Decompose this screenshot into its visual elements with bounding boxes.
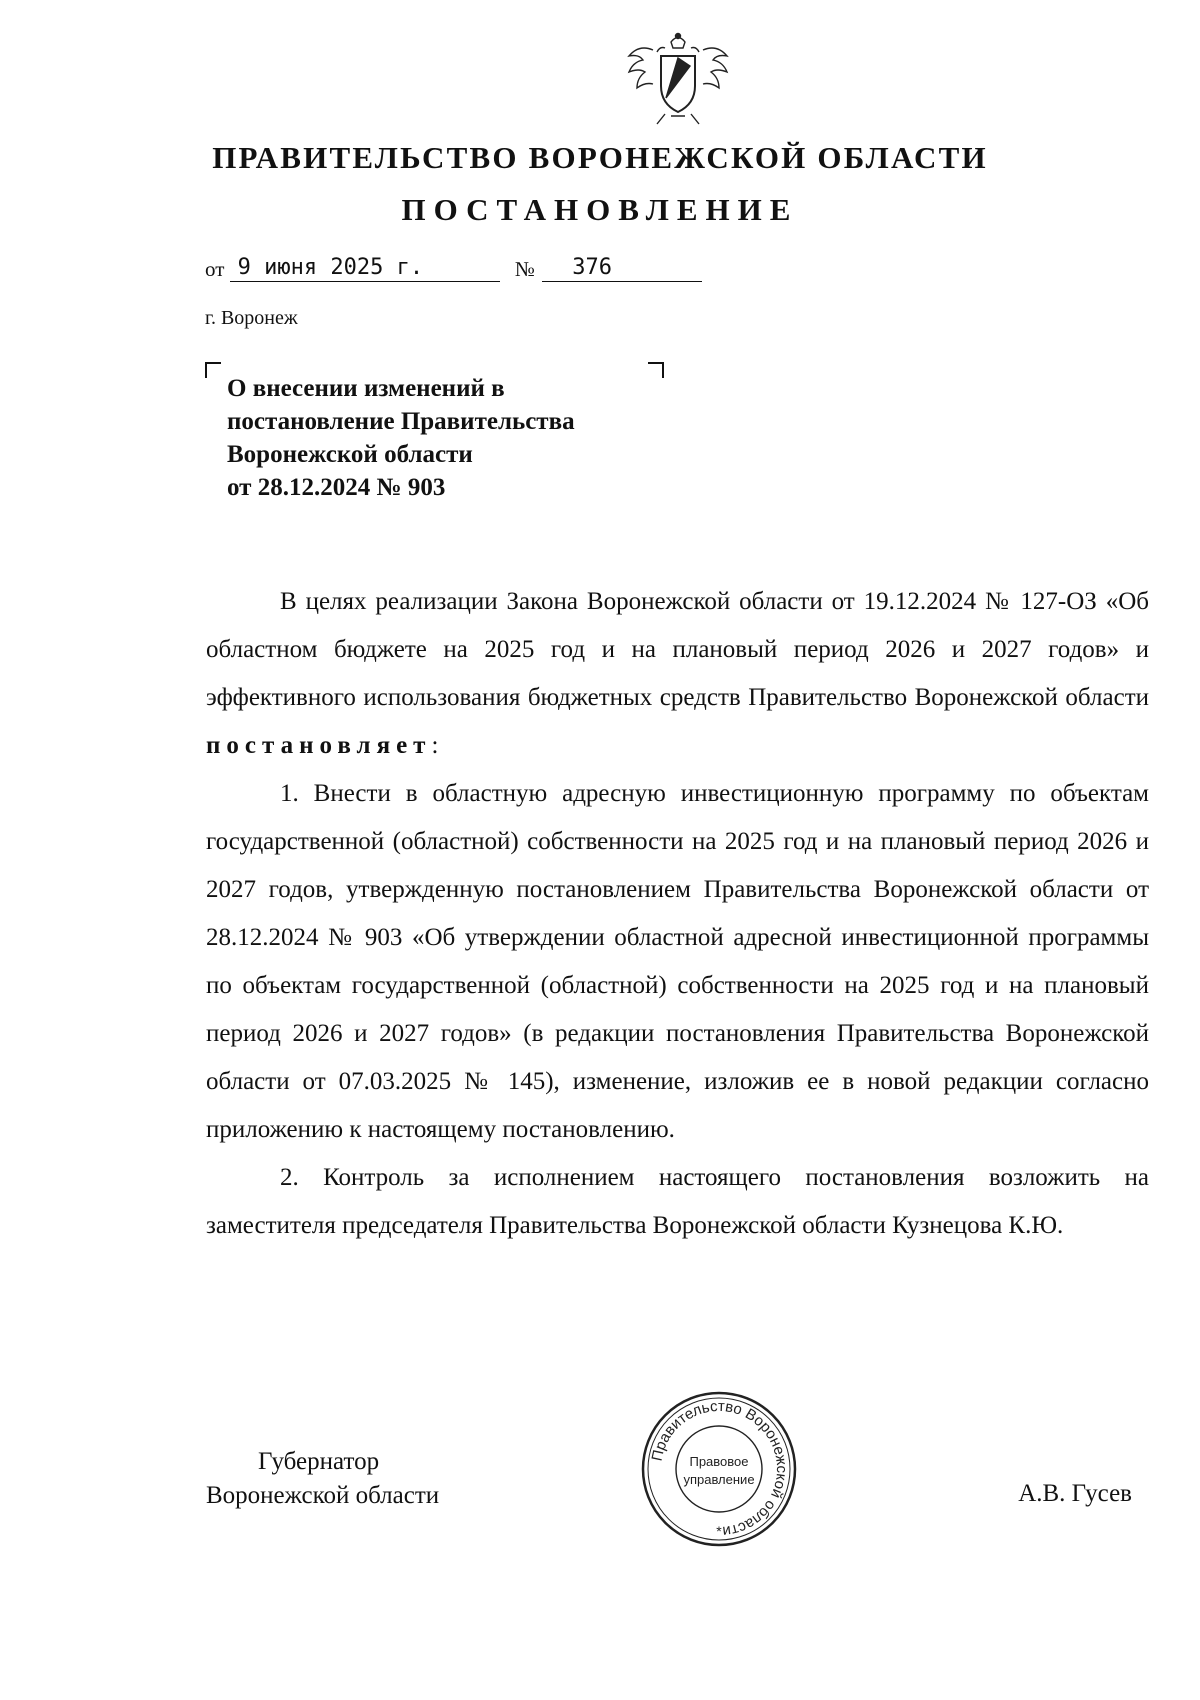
document-city: г. Воронеж: [205, 307, 298, 329]
signature-block: [206, 1445, 439, 1513]
legal-department-stamp: [638, 1388, 800, 1550]
item-2-paragraph: 2. Контроль за исполнением настоящего постановления возложить на заместителя председателя Правительства Воронежской области Кузнецова К.Ю.: [206, 1164, 1149, 1239]
document-type: ПОСТАНОВЛЕНИЕ: [401, 192, 799, 227]
stamp-star: *: [716, 1523, 722, 1539]
date-number-row: [205, 256, 702, 282]
subject-line: постановление Правительства: [227, 408, 575, 435]
date-label: от: [205, 257, 225, 282]
subject-line: Воронежской области: [227, 441, 473, 468]
coat-of-arms-emblem: [623, 28, 733, 128]
government-title: ПРАВИТЕЛЬСТВО ВОРОНЕЖСКОЙ ОБЛАСТИ: [212, 140, 988, 175]
subject-line: от 28.12.2024 № 903: [227, 474, 446, 501]
stamp-center-line1: Правовое: [689, 1454, 749, 1469]
signer-name: А.В. Гусев: [1018, 1480, 1132, 1507]
document-body: [206, 578, 1149, 1250]
preamble-paragraph: [206, 578, 1149, 770]
preamble-end: :: [431, 732, 439, 759]
document-subject: [227, 372, 687, 504]
stamp-ring-text: Правительство Воронежской области: [648, 1397, 791, 1540]
stamp-center-line2: управление: [683, 1472, 755, 1487]
signer-position-line2: Воронежской области: [206, 1482, 440, 1509]
item-1-paragraph: 1. Внести в областную адресную инвестиционную программу по объектам государственной (областной) собственности на 2025 год и на плановый период 2026 и 2027 годов, утвержденную постановлением Правительства Воронежской области от 28.12.2024 № 903 «Об утверждении областной адресной инвестиционной программы по объектам государственной (областной) собственности на 2025 год и на плановый период 2026 и 2027 годов» (в редакции постановления Правительства Воронежской области от 07.03.2025 № 145), изменение, изложив ее в новой редакции согласно приложению к настоящему постановлению.: [206, 780, 1149, 1143]
subject-bracket-left: [205, 362, 221, 378]
document-number: 376: [542, 256, 702, 282]
document-date: 9 июня 2025 г.: [230, 256, 500, 282]
signer-position-line1: Губернатор: [258, 1448, 380, 1475]
number-label: №: [514, 257, 535, 282]
preamble-verb: постановляет: [206, 732, 432, 759]
preamble-text: В целях реализации Закона Воронежской области от 19.12.2024 № 127-ОЗ «Об областном бюджете на 2025 год и на плановый период 2026 и 2027 годов» и эффективного использования бюджетных средств Правительство Воронежской области: [206, 588, 1149, 711]
subject-line: О внесении изменений в: [227, 375, 505, 402]
